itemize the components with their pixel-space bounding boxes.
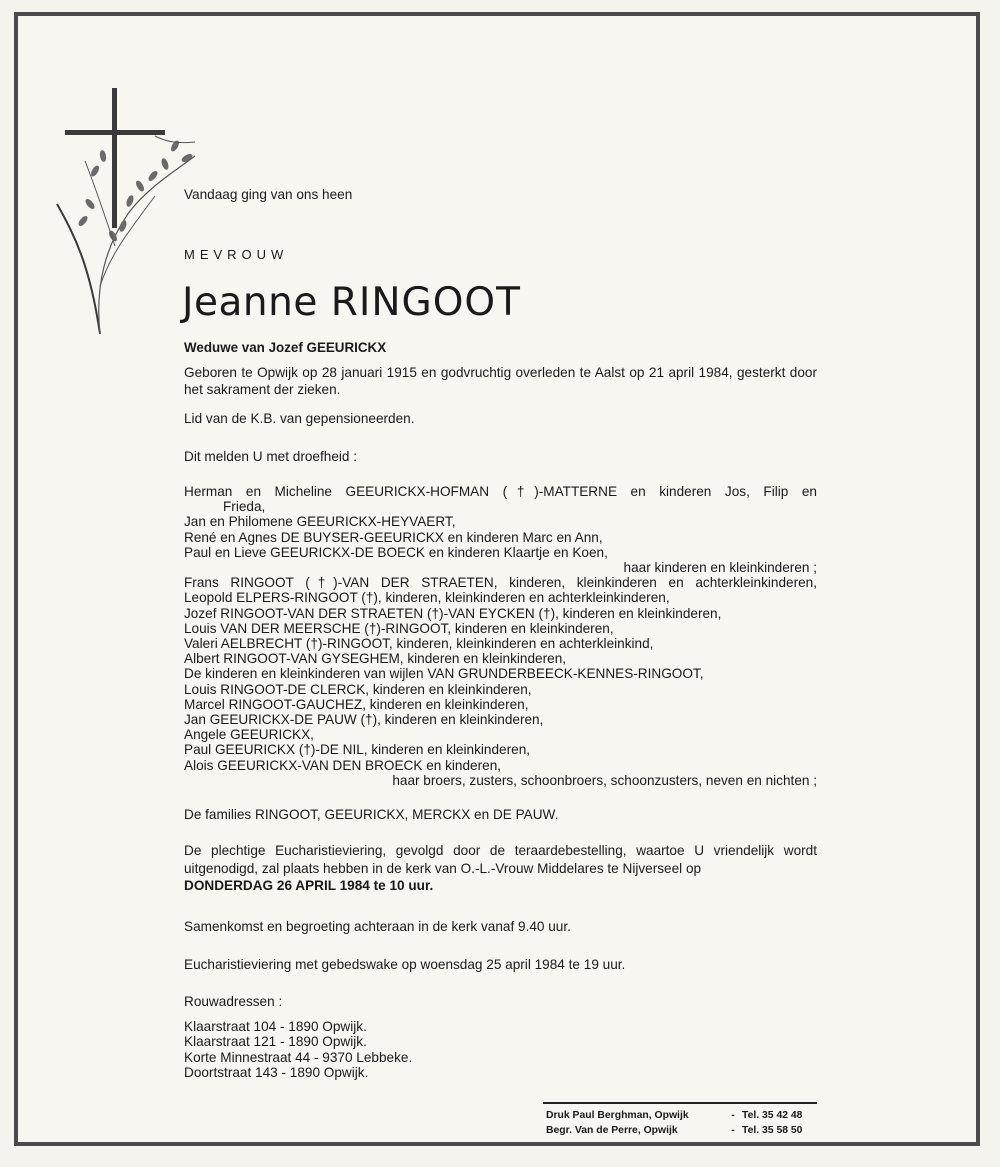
relative-line: Angele GEEURICKX, [184, 727, 314, 743]
addresses-title: Rouwadressen : [184, 994, 283, 1009]
printer-tel: Tel. 35 42 48 [742, 1110, 803, 1121]
ceremony-description: De plechtige Eucharistieviering, gevolgd door de teraardebestelling, waartoe U vriendelijk wordt uitgenodigd, zal plaats hebben in de kerk van O.-L.-Vrouw Middelares te Nijverseel op [184, 843, 817, 876]
relative-line: Herman en Micheline GEEURICKX-HOFMAN (†)-MATTERNE en kinderen Jos, Filip en [184, 484, 817, 499]
birth-death-text: Geboren te Opwijk op 28 januari 1915 en godvruchtig overleden te Aalst op 21 april 1984, gesterkt door het sakrament der zieken. [184, 365, 817, 397]
relative-line: Jan GEEURICKX-DE PAUW (†), kinderen en kleinkinderen, [184, 712, 544, 728]
printer-credits [546, 1108, 822, 1138]
ceremony-text [184, 842, 817, 895]
printer-dash: - [731, 1110, 735, 1121]
relative-line: Leopold ELPERS-RINGOOT (†), kinderen, kleinkinderen en achterkleinkinderen, [184, 590, 670, 606]
title-mevrouw: MEVROUW [184, 247, 289, 262]
relative-line: haar kinderen en kleinkinderen ; [623, 560, 817, 576]
printer-divider [543, 1102, 817, 1104]
printer-row [546, 1108, 822, 1123]
vigil-text: Eucharistieviering met gebedswake op woensdag 25 april 1984 te 19 uur. [184, 957, 626, 972]
relative-line: Frans RINGOOT (†)-VAN DER STRAETEN, kinderen, kleinkinderen en achterkleinkinderen, [184, 575, 817, 591]
printer-name: Druk Paul Berghman, Opwijk [546, 1110, 689, 1121]
relative-line: Paul en Lieve GEEURICKX-DE BOECK en kinderen Klaartje en Koen, [184, 544, 608, 560]
addresses-list [184, 1019, 412, 1081]
first-name: Jeanne [182, 280, 318, 325]
printer-tel: Tel. 35 58 50 [742, 1125, 803, 1136]
relative-line: Jan en Philomene GEEURICKX-HEYVAERT, [184, 514, 456, 530]
announcement-text: Dit melden U met droefheid : [184, 449, 358, 464]
relative-line: Paul GEEURICKX (†)-DE NIL, kinderen en kleinkinderen, [184, 742, 531, 758]
relative-line: Jozef RINGOOT-VAN DER STRAETEN (†)-VAN EYCKEN (†), kinderen en kleinkinderen, [184, 605, 722, 621]
widow-line: Weduwe van Jozef GEEURICKX [184, 340, 387, 355]
address-line: Klaarstraat 104 - 1890 Opwijk. [184, 1019, 367, 1034]
relative-line: Valeri AELBRECHT (†)-RINGOOT, kinderen, kleinkinderen en achterkleinkind, [184, 636, 654, 652]
printer-row [546, 1123, 822, 1138]
address-line: Klaarstraat 121 - 1890 Opwijk. [184, 1034, 367, 1050]
relative-line: Louis VAN DER MEERSCHE (†)-RINGOOT, kinderen en kleinkinderen, [184, 620, 614, 636]
relative-line: René en Agnes DE BUYSER-GEEURICKX en kinderen Marc en Ann, [184, 529, 603, 545]
families-text: De families RINGOOT, GEEURICKX, MERCKX en DE PAUW. [184, 807, 559, 822]
relatives-list [184, 484, 817, 788]
printer-dash: - [731, 1125, 735, 1136]
relative-line: Alois GEEURICKX-VAN DEN BROECK en kinderen, [184, 757, 502, 773]
relative-line: Marcel RINGOOT-GAUCHEZ, kinderen en kleinkinderen, [184, 696, 529, 712]
gathering-text: Samenkomst en begroeting achteraan in de kerk vanaf 9.40 uur. [184, 919, 571, 934]
relative-line: Albert RINGOOT-VAN GYSEGHEM, kinderen en kleinkinderen, [184, 651, 567, 667]
deceased-name [182, 280, 521, 325]
ceremony-date: DONDERDAG 26 APRIL 1984 te 10 uur. [184, 878, 434, 893]
relative-line: De kinderen en kleinkinderen van wijlen VAN GRUNDERBEECK-KENNES-RINGOOT, [184, 666, 704, 682]
relative-line: Louis RINGOOT-DE CLERCK, kinderen en kleinkinderen, [184, 681, 532, 697]
printer-name: Begr. Van de Perre, Opwijk [546, 1125, 678, 1136]
address-line: Doortstraat 143 - 1890 Opwijk. [184, 1065, 369, 1081]
relative-line: Frieda, [223, 499, 266, 515]
membership-text: Lid van de K.B. van gepensioneerden. [184, 411, 415, 426]
last-name: RINGOOT [330, 280, 521, 325]
intro-text: Vandaag ging van ons heen [184, 187, 353, 202]
relative-line: haar broers, zusters, schoonbroers, schoonzusters, neven en nichten ; [392, 772, 817, 788]
address-line: Korte Minnestraat 44 - 9370 Lebbeke. [184, 1049, 413, 1065]
